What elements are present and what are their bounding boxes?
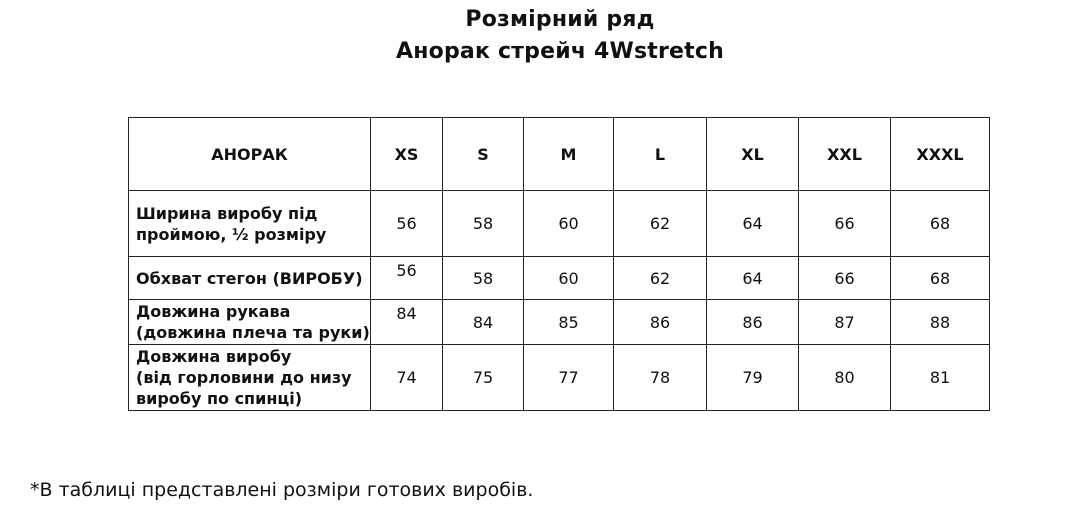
table-cell: 81 [891,345,990,411]
table-cell: 87 [799,300,891,345]
table-cell: 66 [799,257,891,300]
size-header: M [524,118,614,191]
table-row [129,191,990,257]
row-label-line: Довжина рукава [136,302,291,321]
table-cell: 68 [891,257,990,300]
table-cell: 86 [707,300,799,345]
table-cell: 60 [524,257,614,300]
table-cell: 64 [707,191,799,257]
row-label [129,300,371,345]
page-subtitle: Анорак стрейч 4Wstretch [396,39,724,64]
size-header: S [443,118,524,191]
table-cell: 62 [614,191,707,257]
row-label-line: Ширина виробу під [136,203,318,223]
table-cell: 64 [707,257,799,300]
table-cell: 58 [443,257,524,300]
table-cell: 75 [443,345,524,411]
table-cell: 56 [371,191,443,257]
table-cell: 86 [614,300,707,345]
footnote: *В таблиці представлені розміри готових виробів. [30,479,534,501]
row-label [129,191,371,257]
table-cell: 88 [891,300,990,345]
page-title: Розмірний ряд [465,7,655,32]
table-row [129,345,990,411]
table-cell: 78 [614,345,707,411]
header-product-label: АНОРАК [129,118,371,191]
size-chart-table [128,117,990,411]
row-label [129,345,371,411]
table-cell: 74 [371,345,443,411]
table-cell: 60 [524,191,614,257]
row-label-line: (від горловини до низу [136,368,352,387]
table-cell: 66 [799,191,891,257]
table-cell: 85 [524,300,614,345]
table-cell: 62 [614,257,707,300]
table-cell: 84 [443,300,524,345]
row-label-line: Обхват стегон (ВИРОБУ) [136,268,363,288]
table-row [129,257,990,300]
size-header: XXXL [891,118,990,191]
table-cell: 79 [707,345,799,411]
table-cell: 56 [371,257,443,300]
size-header: XS [371,118,443,191]
table-cell: 58 [443,191,524,257]
table-header-row [129,118,990,191]
row-label-line: проймою, ½ розміру [136,224,327,244]
row-label [129,257,371,300]
table-row [129,300,990,345]
row-label-line: виробу по спинці) [136,389,303,408]
table-cell: 77 [524,345,614,411]
row-label-line: (довжина плеча та руки) [136,323,370,342]
size-header: XXL [799,118,891,191]
table-cell: 84 [371,300,443,345]
table-cell: 68 [891,191,990,257]
table-cell: 80 [799,345,891,411]
size-header: XL [707,118,799,191]
row-label-line: Довжина виробу [136,347,292,366]
size-header: L [614,118,707,191]
